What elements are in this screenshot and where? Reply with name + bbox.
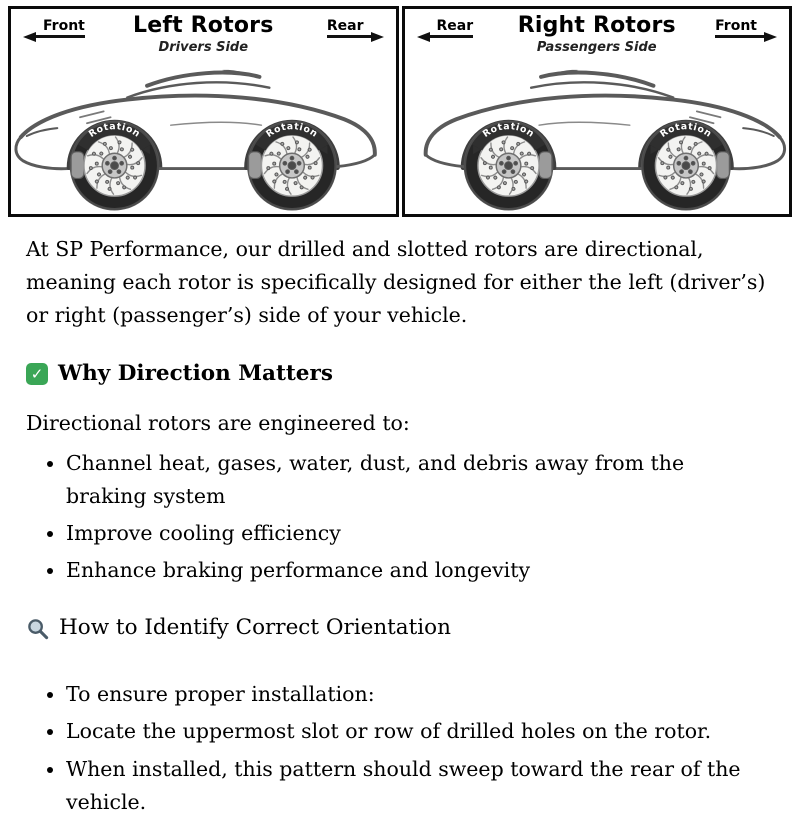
arrow-right-icon	[764, 32, 777, 42]
panel-right-header	[405, 9, 790, 61]
section-heading-text: How to Identify Correct Orientation	[59, 615, 451, 641]
list-item: • Improve cooling efficiency	[66, 517, 766, 550]
section-heading-why-direction-matters	[26, 357, 774, 392]
panel-right-rotors	[402, 6, 793, 217]
check-icon: ✓	[26, 363, 48, 385]
direction-front	[715, 18, 777, 38]
page	[0, 6, 800, 814]
section-heading-text: Why Direction Matters	[58, 360, 333, 386]
panel-title: Left Rotors	[132, 13, 274, 38]
list-item: • Locate the uppermost slot or row of drilled holes on the rotor.	[66, 715, 766, 748]
panel-left-rotors	[8, 6, 399, 217]
car-illustration-right	[405, 63, 790, 213]
direction-rear	[327, 18, 384, 38]
magnifier-icon	[26, 617, 49, 640]
article-body	[0, 217, 800, 819]
arrow-left-icon	[23, 32, 36, 42]
arrow-left-icon	[417, 32, 430, 42]
rotor-direction-diagram	[8, 6, 792, 217]
direction-front	[23, 18, 85, 38]
rotation-label: Rotation	[86, 121, 143, 140]
lead-paragraph: Directional rotors are engineered to:	[26, 411, 410, 436]
section-heading-identify-orientation	[26, 611, 774, 646]
panel-title: Right Rotors	[517, 13, 676, 38]
bullet-list-direction	[40, 447, 774, 588]
rotation-label: Rotation	[264, 121, 320, 140]
list-item: • To ensure proper installation:	[66, 678, 766, 711]
panel-subtitle: Drivers Side	[158, 40, 249, 56]
direction-rear	[417, 18, 474, 38]
list-item: • Enhance braking performance and longevity	[66, 554, 766, 587]
direction-label: Rear	[327, 18, 371, 38]
rotation-label: Rotation	[657, 121, 714, 140]
panel-left-header	[11, 9, 396, 61]
panel-subtitle: Passengers Side	[536, 40, 657, 56]
rotation-label: Rotation	[480, 121, 536, 140]
direction-label: Rear	[430, 18, 474, 38]
arrow-right-icon	[371, 32, 384, 42]
bullet-list-orientation	[40, 678, 774, 819]
direction-label: Front	[36, 18, 85, 38]
car-illustration-left	[11, 63, 396, 213]
intro-paragraph: At SP Performance, our drilled and slotted rotors are directional, meaning each rotor is specifically designed for either the left (driver’s) or right (passenger’s) side of your vehicle.	[26, 237, 766, 328]
list-item: • Channel heat, gases, water, dust, and debris away from the braking system	[66, 447, 766, 513]
list-item: • When installed, this pattern should sweep toward the rear of the vehicle.	[66, 753, 766, 819]
direction-label: Front	[715, 18, 764, 38]
